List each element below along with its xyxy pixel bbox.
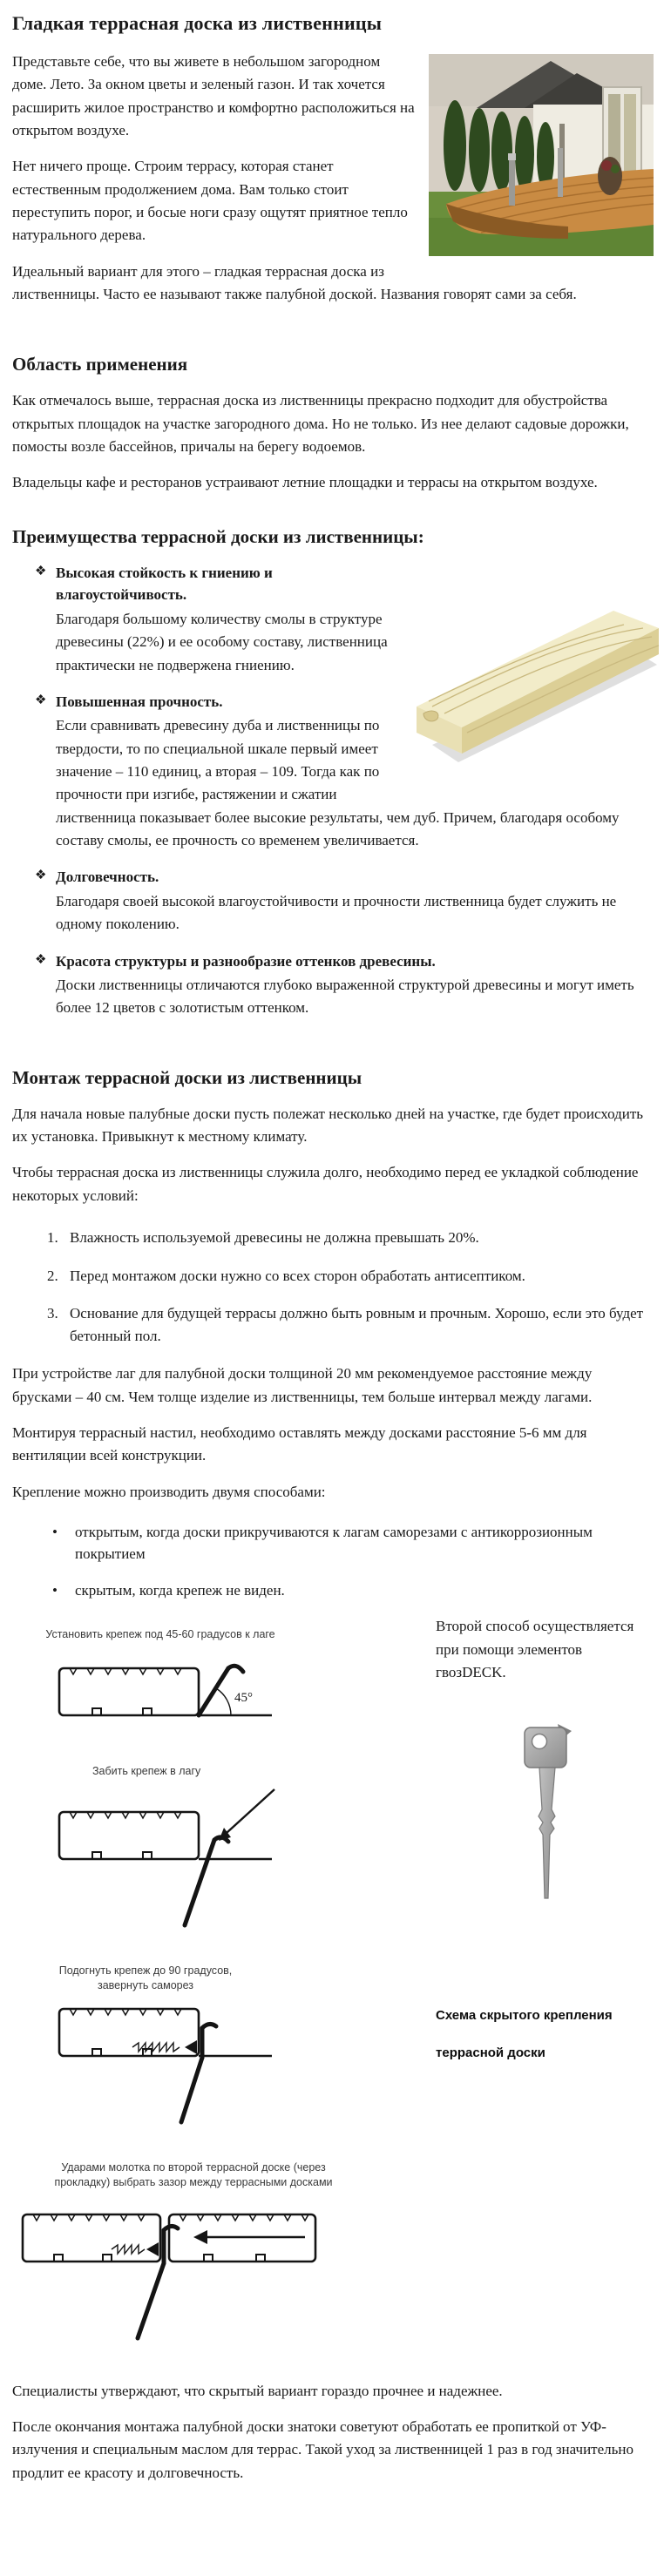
diagram-bend-screw xyxy=(12,1964,436,2131)
diagram-caption: Забить крепеж в лагу xyxy=(92,1765,201,1778)
intro-paragraph-2: Нет ничего проще. Строим террасу, которая станет естественным продолжением дома. Вам только стоит переступить порог, и босые ноги сразу ощутят приятное тепло натурального дерева. xyxy=(12,158,408,244)
diagram-caption: Подогнуть крепеж до 90 градусов, завернуть саморез xyxy=(58,1964,233,1991)
advantage-title: Повышенная прочность. xyxy=(56,693,223,710)
advantages-list xyxy=(12,562,652,1034)
application-paragraph-2: Владельцы кафе и ресторанов устраивают летние площадки и террасы на открытом воздухе. xyxy=(12,474,598,491)
outro-section xyxy=(12,2380,652,2485)
methods-list xyxy=(12,1521,652,1602)
outro-paragraph-1: Специалисты утверждают, что скрытый вариант гораздо прочнее и надежнее. xyxy=(12,2382,503,2399)
application-paragraph-1: Как отмечалось выше, террасная доска из лиственницы прекрасно подходит для обустройства открытых площадок на участке загородного дома. Но не только. Из нее делают садовые дорожки, помосты возле бассейнов, причалы на берегу водоемов. xyxy=(12,392,629,456)
montage-paragraph-1: Для начала новые палубные доски пусть полежат несколько дней на участке, где будет происходить их установка. Привыкнут к местному климату. xyxy=(12,1105,644,1146)
second-method-note: Второй способ осуществляется при помощи элементов гвозDECK. xyxy=(436,1618,634,1681)
advantage-item xyxy=(12,866,652,936)
condition-item xyxy=(12,1227,652,1249)
diamond-bullet-icon: ❖ xyxy=(35,952,47,967)
montage-paragraph-3: При устройстве лаг для палубной доски толщиной 20 мм рекомендуемое расстояние между брусками – 40 см. Чем толще изделие из лиственницы, тем больше интервал между лагами. xyxy=(12,1365,593,1405)
advantage-title: Долговечность. xyxy=(56,869,159,886)
dot-bullet-icon: • xyxy=(52,1581,58,1599)
intro-section xyxy=(12,51,652,319)
advantage-body: Благодаря своей высокой влагоустойчивости и прочности лиственница будет служить не одному поколению. xyxy=(56,892,617,933)
intro-paragraph-3: Идеальный вариант для этого – гладкая террасная доска из лиственницы. Часто ее называют также палубной доской. Названия говорят сами за себя. xyxy=(12,262,577,303)
condition-text: Основание для будущей террасы должно быть ровным и прочным. Хорошо, если это будет бетонный пол. xyxy=(70,1305,644,1344)
condition-number: 3. xyxy=(47,1305,58,1322)
montage-section xyxy=(12,1067,652,1602)
larch-board-photo xyxy=(406,574,664,792)
method-item xyxy=(12,1521,652,1565)
condition-number: 1. xyxy=(47,1229,58,1247)
advantages-section xyxy=(12,526,652,1034)
fastening-section xyxy=(12,1615,652,2344)
method-item xyxy=(12,1579,652,1602)
method-text: открытым, когда доски прикручиваются к лагам саморезами с антикоррозионным покрытием xyxy=(75,1523,593,1563)
advantage-body: Если сравнивать древесину дуба и лиственницы по твердости, то по специальной шкале первый имеет значение – 110 единиц, а вторая – 109. Тогда как по прочности при изгибе, растяжении и сжатии лиственница показывает более высокие результаты, чем дуб. Причем, благодаря особому составу смолы, ее прочность со временем увеличивается. xyxy=(56,717,620,849)
page-title: Гладкая террасная доска из лиственницы xyxy=(12,12,383,34)
diamond-bullet-icon: ❖ xyxy=(35,869,47,883)
scheme-caption xyxy=(436,2008,652,2060)
advantage-title: Красота структуры и разнообразие оттенков древесины. xyxy=(56,952,436,970)
terrace-photo xyxy=(429,54,654,256)
angle-label: 45° xyxy=(234,1691,253,1706)
condition-text: Перед монтажом доски нужно со всех сторон обработать антисептиком. xyxy=(70,1267,525,1284)
diagram-install-45 xyxy=(12,1627,436,1734)
fastener-diagram-45-svg xyxy=(52,1651,331,1734)
conditions-list xyxy=(12,1227,652,1347)
diagram-caption: Установить крепеж под 45-60 градусов к лаге xyxy=(45,1628,275,1641)
montage-paragraph-2: Чтобы террасная доска из лиственницы служила долго, необходимо перед ее укладкой соблюдение некоторых условий: xyxy=(12,1164,639,1204)
condition-number: 2. xyxy=(47,1267,58,1284)
dot-bullet-icon: • xyxy=(52,1523,58,1540)
diamond-bullet-icon: ❖ xyxy=(35,564,47,578)
application-section xyxy=(12,354,652,494)
intro-paragraph-1: Представьте себе, что вы живете в небольшом загородном доме. Лето. За окном цветы и зеленый газон. И так хочется расширить жилое пространство и комфортно расположиться на открытом воздухе. xyxy=(12,53,415,139)
application-heading: Область применения xyxy=(12,354,188,375)
advantage-body: Благодаря большому количеству смолы в структуре древесины (22%) и ее особому составу, лиственница практически не подвержена гниению. xyxy=(56,610,388,673)
condition-item xyxy=(12,1265,652,1288)
gvozdeck-key-photo xyxy=(516,1721,579,1905)
advantages-heading: Преимущества террасной доски из лиственницы: xyxy=(12,525,424,547)
diagram-hammer-in xyxy=(12,1764,436,1934)
montage-paragraph-5: Крепление можно производить двумя способами: xyxy=(12,1483,326,1500)
fastener-diagram-hammer-svg xyxy=(52,1786,331,1934)
advantage-item xyxy=(12,950,652,1020)
advantage-title: Высокая стойкость к гниению и влагоустойчивость. xyxy=(56,564,273,604)
advantage-body: Доски лиственницы отличаются глубоко выраженной структурой древесины и могут иметь более 12 цветов с золотистым оттенком. xyxy=(56,977,634,1017)
scheme-caption-line-2: террасной доски xyxy=(436,2045,545,2061)
diagrams-column xyxy=(12,1615,436,2344)
fastener-diagram-gap-svg xyxy=(16,2199,425,2345)
outro-paragraph-2: После окончания монтажа палубной доски знатоки советуют обработать ее пропиткой от УФ-излучения и специальным маслом для террас. Такой уход за лиственницей 1 раз в год значительно продлит ее красоту и долговечность. xyxy=(12,2417,634,2481)
condition-item xyxy=(12,1302,652,1347)
condition-text: Влажность используемой древесины не должна превышать 20%. xyxy=(70,1229,479,1247)
scheme-caption-line-1: Схема скрытого крепления xyxy=(436,2008,613,2024)
diamond-bullet-icon: ❖ xyxy=(35,693,47,707)
fastening-notes-column xyxy=(436,1615,652,2344)
diagram-close-gap xyxy=(12,2160,436,2345)
montage-paragraph-4: Монтируя террасный настил, необходимо оставлять между досками расстояние 5-6 мм для вентиляции всей конструкции. xyxy=(12,1423,587,1464)
method-text: скрытым, когда крепеж не виден. xyxy=(75,1581,285,1599)
diagram-caption: Ударами молотка по второй террасной доске (через прокладку) выбрать зазор между террасными досками xyxy=(54,2160,333,2188)
montage-heading: Монтаж террасной доски из лиственницы xyxy=(12,1066,362,1088)
fastener-diagram-screw-svg xyxy=(52,2002,331,2131)
